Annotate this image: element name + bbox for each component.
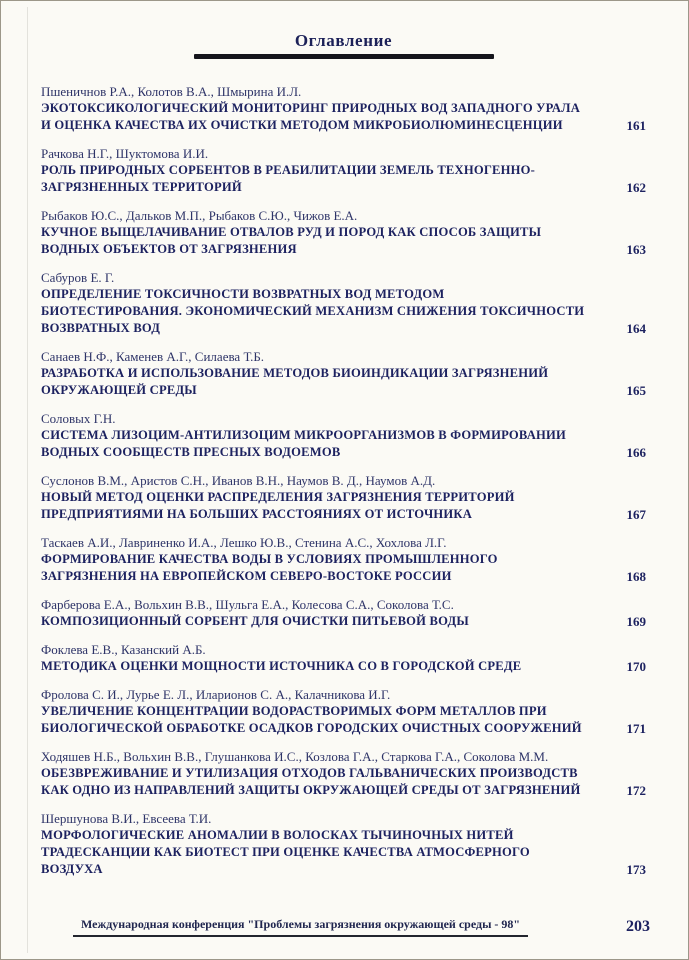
toc-entry — [41, 748, 646, 799]
entry-title: УВЕЛИЧЕНИЕ КОНЦЕНТРАЦИИ ВОДОРАСТВОРИМЫХ ФОРМ МЕТАЛЛОВ ПРИ БИОЛОГИЧЕСКОЙ ОБРАБОТКЕ ОСАДКОВ ГОРОДСКИХ ОЧИСТНЫХ СООРУЖЕНИЙ — [41, 704, 582, 735]
entry-authors: Рыбаков Ю.С., Дальков М.П., Рыбаков С.Ю., Чижов Е.А. — [41, 208, 358, 223]
toc-entry — [41, 207, 646, 258]
entry-title: РОЛЬ ПРИРОДНЫХ СОРБЕНТОВ В РЕАБИЛИТАЦИИ ЗЕМЕЛЬ ТЕХНОГЕННО-ЗАГРЯЗНЕННЫХ ТЕРРИТОРИЙ — [41, 163, 536, 194]
entry-page-number: 165 — [626, 383, 646, 398]
entry-title-row — [41, 365, 646, 399]
toc-entry — [41, 83, 646, 134]
footer-conference-title: Международная конференция "Проблемы загрязнения окружающей среды - 98" — [73, 917, 528, 937]
entry-page-number: 167 — [626, 507, 646, 522]
toc-entry — [41, 348, 646, 399]
page-footer — [41, 917, 650, 937]
toc-entry — [41, 472, 646, 523]
entry-authors: Соловых Г.Н. — [41, 411, 116, 426]
toc-entry — [41, 810, 646, 878]
entry-title-row — [41, 100, 646, 134]
entry-page-number: 171 — [626, 721, 646, 736]
entry-title: МОРФОЛОГИЧЕСКИЕ АНОМАЛИИ В ВОЛОСКАХ ТЫЧИНОЧНЫХ НИТЕЙ ТРАДЕСКАНЦИИ КАК БИОТЕСТ ПРИ ОЦЕНКЕ КАЧЕСТВА АТМОСФЕРНОГО ВОЗДУХА — [41, 828, 530, 876]
entry-authors: Фарберова Е.А., Вольхин В.В., Шульга Е.А., Колесова С.А., Соколова Т.С. — [41, 597, 454, 612]
entry-title: КОМПОЗИЦИОННЫЙ СОРБЕНТ ДЛЯ ОЧИСТКИ ПИТЬЕВОЙ ВОДЫ — [41, 614, 469, 628]
entry-authors: Санаев Н.Ф., Каменев А.Г., Силаева Т.Б. — [41, 349, 265, 364]
entry-title-row — [41, 162, 646, 196]
entry-page-number: 168 — [626, 569, 646, 584]
entry-title: ОБЕЗВРЕЖИВАНИЕ И УТИЛИЗАЦИЯ ОТХОДОВ ГАЛЬВАНИЧЕСКИХ ПРОИЗВОДСТВ КАК ОДНО ИЗ НАПРАВЛЕНИЙ ЗАЩИТЫ ОКРУЖАЮЩЕЙ СРЕДЫ ОТ ЗАГРЯЗНЕНИЙ — [41, 766, 581, 797]
page-title: Оглавление — [294, 31, 393, 50]
entry-title: РАЗРАБОТКА И ИСПОЛЬЗОВАНИЕ МЕТОДОВ БИОИНДИКАЦИИ ЗАГРЯЗНЕНИЙ ОКРУЖАЮЩЕЙ СРЕДЫ — [41, 366, 549, 397]
toc-entry — [41, 686, 646, 737]
toc-entry — [41, 641, 646, 675]
entry-page-number: 163 — [626, 242, 646, 257]
entry-authors: Ходяшев Н.Б., Вольхин В.В., Глушанкова И.С., Козлова Г.А., Старкова Г.А., Соколова М.М. — [41, 749, 549, 764]
entry-title-row — [41, 427, 646, 461]
entry-title: ФОРМИРОВАНИЕ КАЧЕСТВА ВОДЫ В УСЛОВИЯХ ПРОМЫШЛЕННОГО ЗАГРЯЗНЕНИЯ НА ЕВРОПЕЙСКОМ СЕВЕРО-ВОСТОКЕ РОССИИ — [41, 552, 498, 583]
toc-entries — [41, 83, 646, 878]
entry-page-number: 166 — [626, 445, 646, 460]
entry-page-number: 169 — [626, 614, 646, 629]
entry-title: СИСТЕМА ЛИЗОЦИМ-АНТИЛИЗОЦИМ МИКРООРГАНИЗМОВ В ФОРМИРОВАНИИ ВОДНЫХ СООБЩЕСТВ ПРЕСНЫХ ВОДОЕМОВ — [41, 428, 567, 459]
footer-page-number: 203 — [626, 918, 650, 935]
title-underline-rule — [194, 54, 494, 59]
entry-title-row — [41, 224, 646, 258]
entry-title-row — [41, 658, 646, 675]
entry-title-row — [41, 613, 646, 630]
entry-page-number: 173 — [626, 862, 646, 877]
toc-entry — [41, 145, 646, 196]
entry-page-number: 162 — [626, 180, 646, 195]
entry-page-number: 170 — [626, 659, 646, 674]
entry-title: ЭКОТОКСИКОЛОГИЧЕСКИЙ МОНИТОРИНГ ПРИРОДНЫХ ВОД ЗАПАДНОГО УРАЛА И ОЦЕНКА КАЧЕСТВА ИХ ОЧИСТКИ МЕТОДОМ МИКРОБИОЛЮМИНЕСЦЕНЦИИ — [41, 101, 581, 132]
entry-title: ОПРЕДЕЛЕНИЕ ТОКСИЧНОСТИ ВОЗВРАТНЫХ ВОД МЕТОДОМ БИОТЕСТИРОВАНИЯ. ЭКОНОМИЧЕСКИЙ МЕХАНИЗМ СНИЖЕНИЯ ТОКСИЧНОСТИ ВОЗВРАТНЫХ ВОД — [41, 287, 585, 335]
entry-authors: Суслонов В.М., Аристов С.Н., Иванов В.Н., Наумов В. Д., Наумов А.Д. — [41, 473, 436, 488]
entry-page-number: 172 — [626, 783, 646, 798]
entry-title-row — [41, 286, 646, 337]
entry-authors: Фоклева Е.В., Казанский А.Б. — [41, 642, 206, 657]
entry-page-number: 164 — [626, 321, 646, 336]
entry-authors: Рачкова Н.Г., Шуктомова И.И. — [41, 146, 209, 161]
entry-title-row — [41, 551, 646, 585]
toc-header — [41, 31, 646, 59]
toc-entry — [41, 534, 646, 585]
entry-authors: Пшеничнов Р.А., Колотов В.А., Шмырина И.Л. — [41, 84, 302, 99]
entry-authors: Фролова С. И., Лурье Е. Л., Иларионов С. А., Калачникова И.Г. — [41, 687, 391, 702]
entry-title-row — [41, 765, 646, 799]
entry-title-row — [41, 703, 646, 737]
entry-title-row — [41, 489, 646, 523]
entry-page-number: 161 — [626, 118, 646, 133]
entry-title: НОВЫЙ МЕТОД ОЦЕНКИ РАСПРЕДЕЛЕНИЯ ЗАГРЯЗНЕНИЯ ТЕРРИТОРИЙ ПРЕДПРИЯТИЯМИ НА БОЛЬШИХ РАССТОЯНИЯХ ОТ ИСТОЧНИКА — [41, 490, 515, 521]
entry-title-row — [41, 827, 646, 878]
toc-entry — [41, 596, 646, 630]
toc-entry — [41, 410, 646, 461]
entry-authors: Таскаев А.И., Лавриненко И.А., Лешко Ю.В., Стенина А.С., Хохлова Л.Г. — [41, 535, 447, 550]
toc-entry — [41, 269, 646, 337]
entry-title: КУЧНОЕ ВЫЩЕЛАЧИВАНИЕ ОТВАЛОВ РУД И ПОРОД КАК СПОСОБ ЗАЩИТЫ ВОДНЫХ ОБЪЕКТОВ ОТ ЗАГРЯЗНЕНИЯ — [41, 225, 542, 256]
entry-authors: Шершунова В.И., Евсеева Т.И. — [41, 811, 212, 826]
entry-title: МЕТОДИКА ОЦЕНКИ МОЩНОСТИ ИСТОЧНИКА СО В ГОРОДСКОЙ СРЕДЕ — [41, 659, 522, 673]
entry-authors: Сабуров Е. Г. — [41, 270, 115, 285]
